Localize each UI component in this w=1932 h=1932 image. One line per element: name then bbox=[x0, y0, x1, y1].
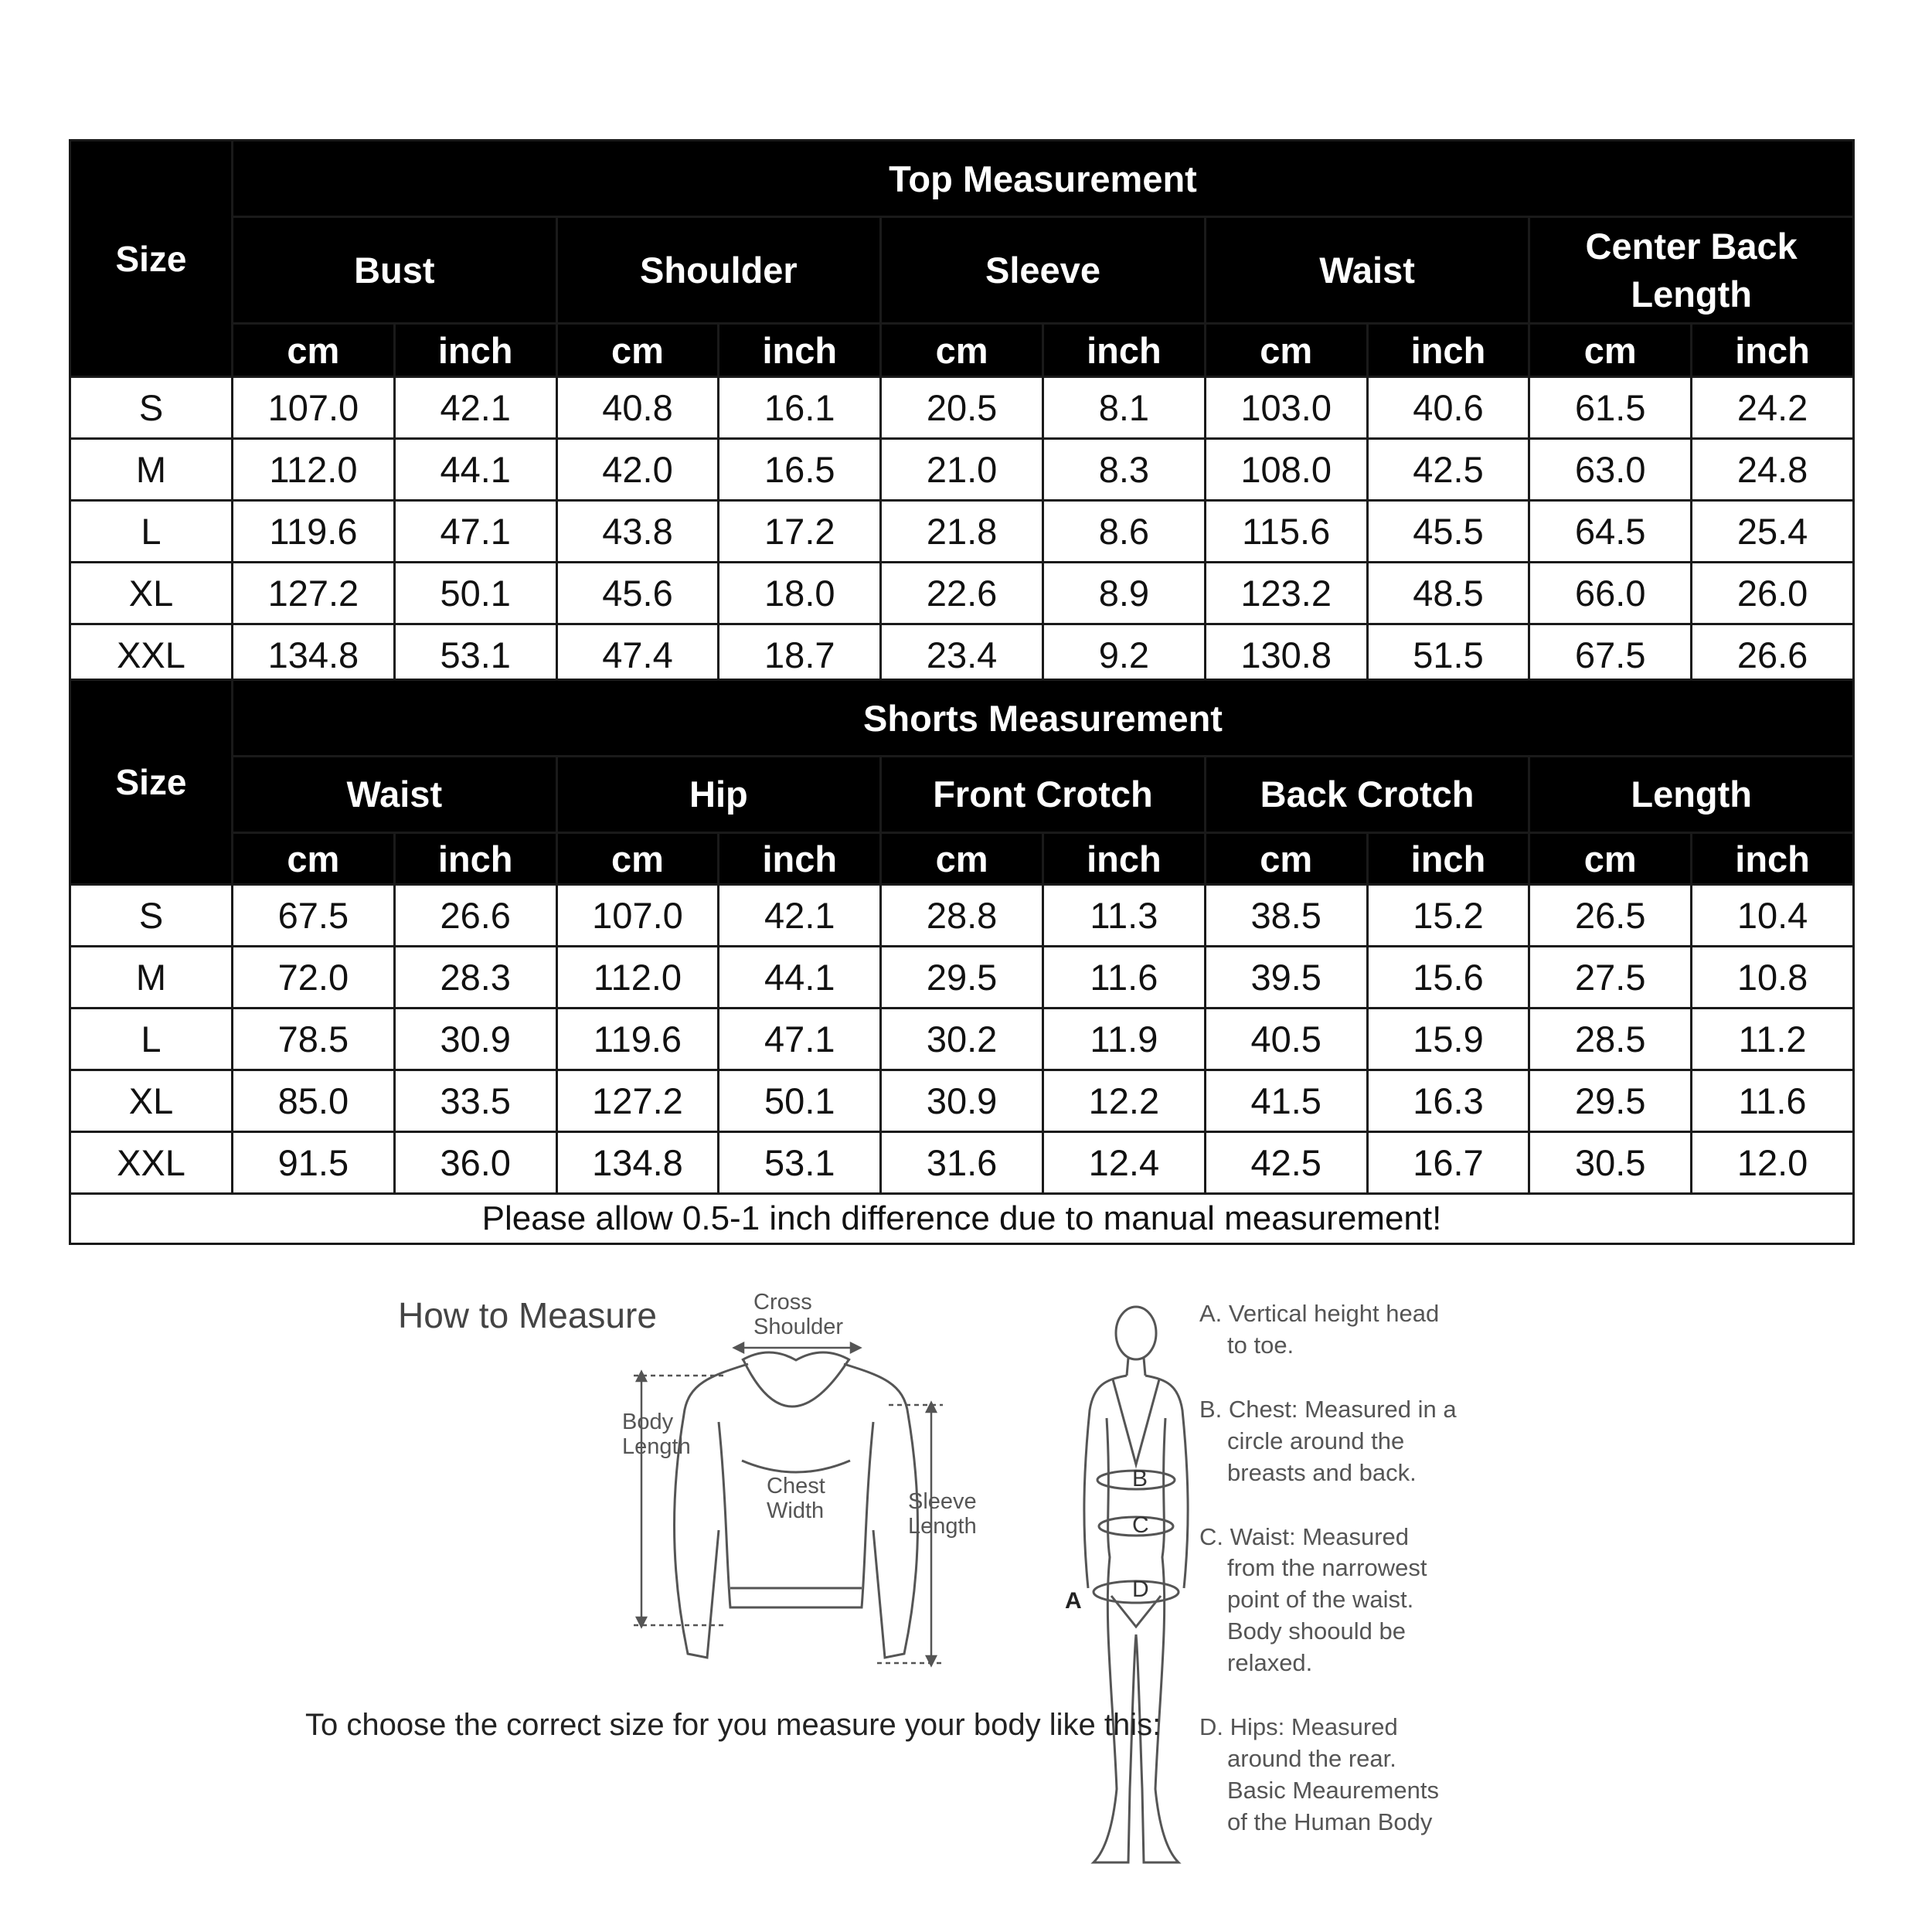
value-cell: 30.2 bbox=[881, 1009, 1043, 1070]
value-cell: 12.0 bbox=[1692, 1132, 1854, 1194]
unit-header: cm bbox=[233, 833, 395, 885]
value-cell: 15.9 bbox=[1367, 1009, 1529, 1070]
value-cell: 42.5 bbox=[1367, 439, 1529, 501]
body-length-label bbox=[622, 1410, 691, 1460]
value-cell: 28.3 bbox=[394, 947, 556, 1009]
value-cell: 27.5 bbox=[1529, 947, 1692, 1009]
size-cell: S bbox=[70, 377, 233, 439]
value-cell: 45.5 bbox=[1367, 501, 1529, 563]
legend-line: relaxed. bbox=[1227, 1649, 1313, 1677]
unit-header: cm bbox=[556, 324, 719, 377]
value-cell: 112.0 bbox=[556, 947, 719, 1009]
value-cell: 9.2 bbox=[1043, 624, 1205, 686]
size-cell: M bbox=[70, 439, 233, 501]
value-cell: 11.3 bbox=[1043, 885, 1205, 947]
value-cell: 11.6 bbox=[1043, 947, 1205, 1009]
unit-header: cm bbox=[1529, 324, 1692, 377]
legend-item bbox=[1199, 1394, 1509, 1489]
unit-header: cm bbox=[881, 324, 1043, 377]
value-cell: 18.7 bbox=[719, 624, 881, 686]
unit-header: cm bbox=[881, 833, 1043, 885]
unit-header: inch bbox=[1692, 833, 1854, 885]
table-title: Top Measurement bbox=[233, 141, 1854, 217]
unit-header: inch bbox=[1367, 324, 1529, 377]
value-cell: 66.0 bbox=[1529, 563, 1692, 624]
legend-item bbox=[1199, 1712, 1509, 1838]
value-cell: 39.5 bbox=[1205, 947, 1367, 1009]
legend-line: breasts and back. bbox=[1227, 1458, 1417, 1486]
value-cell: 11.6 bbox=[1692, 1070, 1854, 1132]
value-cell: 40.6 bbox=[1367, 377, 1529, 439]
value-cell: 91.5 bbox=[233, 1132, 395, 1194]
value-cell: 130.8 bbox=[1205, 624, 1367, 686]
value-cell: 61.5 bbox=[1529, 377, 1692, 439]
value-cell: 38.5 bbox=[1205, 885, 1367, 947]
value-cell: 85.0 bbox=[233, 1070, 395, 1132]
value-cell: 107.0 bbox=[556, 885, 719, 947]
group-header: Back Crotch bbox=[1205, 757, 1529, 833]
legend-line: Body shoould be bbox=[1227, 1617, 1406, 1645]
value-cell: 48.5 bbox=[1367, 563, 1529, 624]
value-cell: 72.0 bbox=[233, 947, 395, 1009]
legend-item bbox=[1199, 1522, 1509, 1680]
size-cell: XXL bbox=[70, 624, 233, 686]
label-line: Sleeve bbox=[908, 1489, 977, 1514]
table-row bbox=[70, 947, 1854, 1009]
value-cell: 127.2 bbox=[233, 563, 395, 624]
size-cell: L bbox=[70, 1009, 233, 1070]
unit-header: cm bbox=[1205, 833, 1367, 885]
label-line: Width bbox=[767, 1498, 825, 1523]
value-cell: 21.8 bbox=[881, 501, 1043, 563]
value-cell: 10.4 bbox=[1692, 885, 1854, 947]
value-cell: 29.5 bbox=[1529, 1070, 1692, 1132]
table-row bbox=[70, 885, 1854, 947]
value-cell: 123.2 bbox=[1205, 563, 1367, 624]
top-measurement-table bbox=[69, 139, 1855, 687]
chest-width-label bbox=[767, 1475, 825, 1524]
unit-header: inch bbox=[394, 833, 556, 885]
value-cell: 28.8 bbox=[881, 885, 1043, 947]
label-line: Shoulder bbox=[753, 1314, 844, 1339]
value-cell: 47.1 bbox=[719, 1009, 881, 1070]
value-cell: 42.0 bbox=[556, 439, 719, 501]
sleeve-length-label bbox=[908, 1490, 977, 1539]
value-cell: 22.6 bbox=[881, 563, 1043, 624]
table-title: Shorts Measurement bbox=[233, 680, 1854, 757]
value-cell: 53.1 bbox=[394, 624, 556, 686]
group-header: Bust bbox=[233, 217, 557, 324]
value-cell: 20.5 bbox=[881, 377, 1043, 439]
legend-line: to toe. bbox=[1227, 1331, 1294, 1359]
measurement-legend bbox=[1199, 1298, 1509, 1871]
unit-header: inch bbox=[719, 833, 881, 885]
value-cell: 63.0 bbox=[1529, 439, 1692, 501]
unit-header: cm bbox=[556, 833, 719, 885]
value-cell: 28.5 bbox=[1529, 1009, 1692, 1070]
value-cell: 112.0 bbox=[233, 439, 395, 501]
label-line: Cross bbox=[753, 1290, 812, 1315]
unit-header: cm bbox=[1529, 833, 1692, 885]
group-header: Hip bbox=[556, 757, 881, 833]
value-cell: 67.5 bbox=[1529, 624, 1692, 686]
value-cell: 11.9 bbox=[1043, 1009, 1205, 1070]
table-row bbox=[70, 1132, 1854, 1194]
table-row bbox=[70, 624, 1854, 686]
value-cell: 16.5 bbox=[719, 439, 881, 501]
group-header: Sleeve bbox=[881, 217, 1206, 324]
value-cell: 50.1 bbox=[394, 563, 556, 624]
value-cell: 45.6 bbox=[556, 563, 719, 624]
value-cell: 26.0 bbox=[1692, 563, 1854, 624]
value-cell: 47.4 bbox=[556, 624, 719, 686]
value-cell: 25.4 bbox=[1692, 501, 1854, 563]
value-cell: 119.6 bbox=[233, 501, 395, 563]
value-cell: 30.5 bbox=[1529, 1132, 1692, 1194]
value-cell: 23.4 bbox=[881, 624, 1043, 686]
value-cell: 78.5 bbox=[233, 1009, 395, 1070]
value-cell: 16.3 bbox=[1367, 1070, 1529, 1132]
group-header: Length bbox=[1529, 757, 1854, 833]
group-header: Front Crotch bbox=[881, 757, 1206, 833]
cross-shoulder-label bbox=[753, 1291, 843, 1340]
size-header: Size bbox=[70, 141, 233, 377]
choose-size-instruction: To choose the correct size for you measure your body like this: bbox=[305, 1708, 1162, 1742]
value-cell: 26.6 bbox=[394, 885, 556, 947]
table-row bbox=[70, 377, 1854, 439]
legend-head: B. Chest: Measured in a bbox=[1199, 1395, 1457, 1423]
value-cell: 134.8 bbox=[556, 1132, 719, 1194]
data-body bbox=[70, 885, 1854, 1194]
group-header: Center Back Length bbox=[1529, 217, 1854, 324]
value-cell: 127.2 bbox=[556, 1070, 719, 1132]
table-row bbox=[70, 1009, 1854, 1070]
unit-header: inch bbox=[1043, 324, 1205, 377]
group-header: Waist bbox=[1205, 217, 1529, 324]
value-cell: 26.5 bbox=[1529, 885, 1692, 947]
value-cell: 42.5 bbox=[1205, 1132, 1367, 1194]
value-cell: 119.6 bbox=[556, 1009, 719, 1070]
unit-header: inch bbox=[1692, 324, 1854, 377]
size-cell: L bbox=[70, 501, 233, 563]
value-cell: 16.1 bbox=[719, 377, 881, 439]
value-cell: 8.9 bbox=[1043, 563, 1205, 624]
value-cell: 29.5 bbox=[881, 947, 1043, 1009]
size-cell: XL bbox=[70, 1070, 233, 1132]
value-cell: 24.2 bbox=[1692, 377, 1854, 439]
value-cell: 10.8 bbox=[1692, 947, 1854, 1009]
value-cell: 108.0 bbox=[1205, 439, 1367, 501]
measurement-note: Please allow 0.5-1 inch difference due to manual measurement! bbox=[70, 1194, 1854, 1244]
body-letter-d: D bbox=[1132, 1577, 1149, 1602]
value-cell: 8.1 bbox=[1043, 377, 1205, 439]
value-cell: 21.0 bbox=[881, 439, 1043, 501]
how-to-measure-title: How to Measure bbox=[398, 1295, 657, 1335]
legend-line: around the rear. bbox=[1227, 1744, 1396, 1772]
value-cell: 51.5 bbox=[1367, 624, 1529, 686]
table-row bbox=[70, 563, 1854, 624]
unit-header: inch bbox=[719, 324, 881, 377]
value-cell: 50.1 bbox=[719, 1070, 881, 1132]
label-line: Chest bbox=[767, 1474, 825, 1498]
data-body bbox=[70, 377, 1854, 686]
size-cell: M bbox=[70, 947, 233, 1009]
body-letter-b: B bbox=[1132, 1466, 1148, 1492]
value-cell: 134.8 bbox=[233, 624, 395, 686]
unit-row bbox=[70, 833, 1854, 885]
label-line: Length bbox=[622, 1434, 691, 1459]
value-cell: 40.5 bbox=[1205, 1009, 1367, 1070]
value-cell: 107.0 bbox=[233, 377, 395, 439]
legend-line: point of the waist. bbox=[1227, 1586, 1414, 1614]
unit-header: inch bbox=[1043, 833, 1205, 885]
table-row bbox=[70, 1070, 1854, 1132]
value-cell: 64.5 bbox=[1529, 501, 1692, 563]
value-cell: 17.2 bbox=[719, 501, 881, 563]
table-row bbox=[70, 501, 1854, 563]
value-cell: 103.0 bbox=[1205, 377, 1367, 439]
unit-header: inch bbox=[394, 324, 556, 377]
unit-row bbox=[70, 324, 1854, 377]
how-to-measure-section bbox=[0, 1236, 1932, 1855]
body-letter-a: A bbox=[1065, 1588, 1082, 1614]
size-cell: XXL bbox=[70, 1132, 233, 1194]
value-cell: 31.6 bbox=[881, 1132, 1043, 1194]
value-cell: 30.9 bbox=[394, 1009, 556, 1070]
value-cell: 15.6 bbox=[1367, 947, 1529, 1009]
unit-header: cm bbox=[233, 324, 395, 377]
legend-line: from the narrowest bbox=[1227, 1554, 1427, 1582]
value-cell: 115.6 bbox=[1205, 501, 1367, 563]
value-cell: 36.0 bbox=[394, 1132, 556, 1194]
value-cell: 41.5 bbox=[1205, 1070, 1367, 1132]
value-cell: 18.0 bbox=[719, 563, 881, 624]
value-cell: 12.4 bbox=[1043, 1132, 1205, 1194]
legend-line: circle around the bbox=[1227, 1427, 1405, 1454]
legend-head: A. Vertical height head bbox=[1199, 1300, 1440, 1327]
value-cell: 44.1 bbox=[719, 947, 881, 1009]
size-cell: S bbox=[70, 885, 233, 947]
unit-header: inch bbox=[1367, 833, 1529, 885]
legend-item bbox=[1199, 1298, 1509, 1362]
group-header: Waist bbox=[233, 757, 557, 833]
value-cell: 15.2 bbox=[1367, 885, 1529, 947]
value-cell: 30.9 bbox=[881, 1070, 1043, 1132]
value-cell: 26.6 bbox=[1692, 624, 1854, 686]
value-cell: 42.1 bbox=[394, 377, 556, 439]
legend-line: of the Human Body bbox=[1227, 1808, 1433, 1835]
value-cell: 33.5 bbox=[394, 1070, 556, 1132]
value-cell: 8.6 bbox=[1043, 501, 1205, 563]
body-letter-c: C bbox=[1132, 1512, 1149, 1538]
label-line: Body bbox=[622, 1410, 674, 1434]
value-cell: 8.3 bbox=[1043, 439, 1205, 501]
value-cell: 12.2 bbox=[1043, 1070, 1205, 1132]
table-row bbox=[70, 439, 1854, 501]
legend-line: Basic Meaurements bbox=[1227, 1776, 1439, 1804]
size-header: Size bbox=[70, 680, 233, 885]
value-cell: 40.8 bbox=[556, 377, 719, 439]
value-cell: 44.1 bbox=[394, 439, 556, 501]
group-header: Shoulder bbox=[556, 217, 881, 324]
value-cell: 67.5 bbox=[233, 885, 395, 947]
size-cell: XL bbox=[70, 563, 233, 624]
value-cell: 24.8 bbox=[1692, 439, 1854, 501]
value-cell: 43.8 bbox=[556, 501, 719, 563]
value-cell: 53.1 bbox=[719, 1132, 881, 1194]
value-cell: 16.7 bbox=[1367, 1132, 1529, 1194]
value-cell: 47.1 bbox=[394, 501, 556, 563]
legend-head: D. Hips: Measured bbox=[1199, 1713, 1398, 1741]
label-line: Length bbox=[908, 1513, 977, 1539]
value-cell: 42.1 bbox=[719, 885, 881, 947]
value-cell: 11.2 bbox=[1692, 1009, 1854, 1070]
shorts-measurement-table bbox=[69, 679, 1855, 1245]
legend-head: C. Waist: Measured bbox=[1199, 1522, 1410, 1550]
unit-header: cm bbox=[1205, 324, 1367, 377]
